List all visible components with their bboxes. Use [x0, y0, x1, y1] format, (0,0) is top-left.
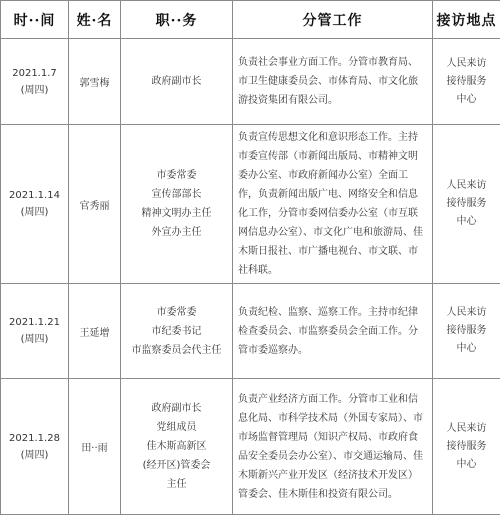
place-line: 中心 [436, 340, 497, 358]
position-cell [121, 39, 233, 125]
duties-cell: 负责宣传思想文化和意识形态工作。主持市委宣传部（市新闻出版局、市精神文明委办公室、市政府新闻办公室）全面工作，负责新闻出版广电、网络安全和信息化工作，分管市委网信委办公室（市互联网信息办公室）、市文化广电和旅游局、佳木斯日报社、市广播电视台、市文联、市社科联。 [233, 125, 433, 284]
weekday-text: (周四) [4, 331, 65, 348]
date-cell [1, 379, 69, 515]
header-row [1, 1, 500, 39]
position-line: (经开区)管委会 [124, 456, 229, 475]
duties-cell: 负责纪检、监察、巡察工作。主持市纪律检查委员会、市监察委员会全面工作。分管市委巡察办。 [233, 284, 433, 379]
header-duties: 分管工作 [233, 1, 433, 39]
position-line: 市委常委 [124, 303, 229, 322]
header-position: 职··务 [121, 1, 233, 39]
position-cell [121, 125, 233, 284]
name-cell: 王延增 [69, 284, 121, 379]
position-line: 市纪委书记 [124, 322, 229, 341]
position-line: 外宣办主任 [124, 223, 229, 242]
position-line: 党组成员 [124, 418, 229, 437]
place-cell [433, 284, 500, 379]
name-cell: 田··雨 [69, 379, 121, 515]
header-name: 姓·名 [69, 1, 121, 39]
position-line: 主任 [124, 475, 229, 494]
position-line: 精神文明办主任 [124, 204, 229, 223]
place-line: 中心 [436, 213, 497, 231]
date-cell [1, 125, 69, 284]
table-row [1, 39, 500, 125]
place-cell [433, 39, 500, 125]
duties-cell: 负责产业经济方面工作。分管市工业和信息化局、市科学技术局（外国专家局）、市市场监督管理局（知识产权局、市政府食品安全委员会办公室）、市交通运输局、佳木斯新兴产业开发区（经济技术开发区）管委会、佳木斯佳和投资有限公司。 [233, 379, 433, 515]
position-line: 佳木斯高新区 [124, 437, 229, 456]
place-line: 人民来访 [436, 55, 497, 73]
position-line: 市监察委员会代主任 [124, 341, 229, 360]
position-line: 政府副市长 [124, 399, 229, 418]
weekday-text: (周四) [4, 204, 65, 221]
date-text: 2021.1.14 [4, 187, 65, 204]
header-time: 时··间 [1, 1, 69, 39]
weekday-text: (周四) [4, 447, 65, 464]
date-cell [1, 39, 69, 125]
name-cell: 官秀丽 [69, 125, 121, 284]
date-text: 2021.1.7 [4, 65, 65, 82]
place-cell [433, 379, 500, 515]
position-line: 宣传部部长 [124, 185, 229, 204]
place-line: 人民来访 [436, 304, 497, 322]
position-cell [121, 379, 233, 515]
place-line: 中心 [436, 456, 497, 474]
place-line: 接待服务 [436, 322, 497, 340]
place-line: 接待服务 [436, 73, 497, 91]
position-cell [121, 284, 233, 379]
place-line: 接待服务 [436, 438, 497, 456]
header-place: 接访地点 [433, 1, 500, 39]
place-cell [433, 125, 500, 284]
table-row [1, 379, 500, 515]
table-row [1, 284, 500, 379]
date-text: 2021.1.21 [4, 314, 65, 331]
table-row [1, 125, 500, 284]
place-line: 中心 [436, 91, 497, 109]
weekday-text: (周四) [4, 82, 65, 99]
place-line: 人民来访 [436, 420, 497, 438]
duties-cell: 负责社会事业方面工作。分管市教育局、市卫生健康委员会、市体育局、市文化旅游投资集团有限公司。 [233, 39, 433, 125]
position-line: 市委常委 [124, 166, 229, 185]
name-cell: 郭雪梅 [69, 39, 121, 125]
place-line: 人民来访 [436, 177, 497, 195]
date-text: 2021.1.28 [4, 430, 65, 447]
date-cell [1, 284, 69, 379]
position-line: 政府副市长 [124, 72, 229, 91]
place-line: 接待服务 [436, 195, 497, 213]
